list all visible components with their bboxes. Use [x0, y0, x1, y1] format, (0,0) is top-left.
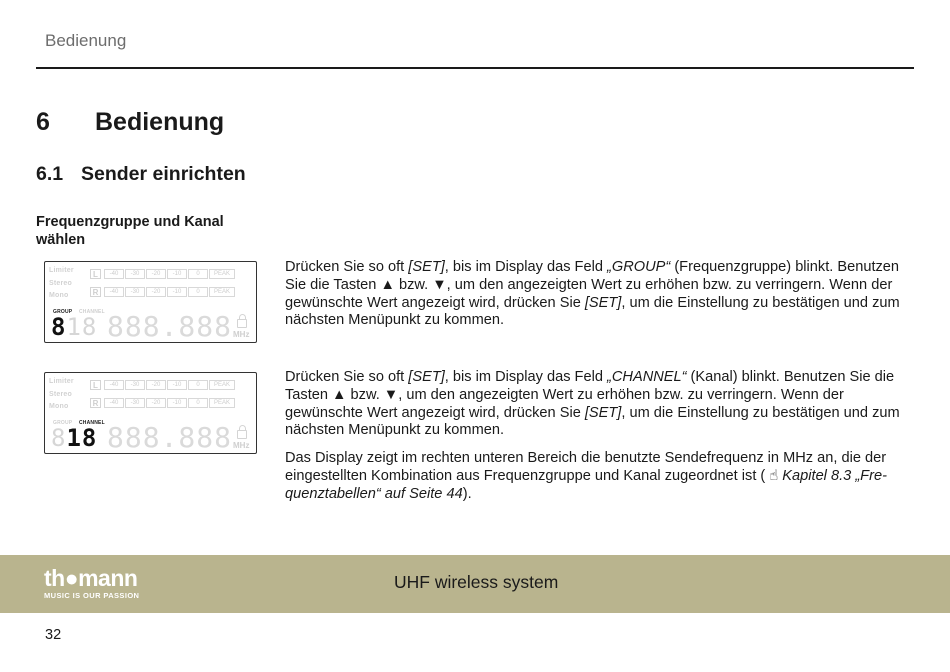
text-run: , bis im Display das Feld	[444, 259, 608, 275]
meter-segment: -20	[146, 287, 166, 297]
lcd-label-limiter: Limiter	[49, 267, 74, 274]
brand-wordmark: th●mann	[44, 565, 138, 591]
text-run: (Frequenzgruppe) blinkt. Benutzen Sie die Tasten ▲ bzw. ▼, um den angezeigten Wert zu erhöhen bzw. zu verringern. Wenn der gewünschte Wert angezeigt wird, drücken Sie	[285, 259, 900, 311]
meter-segment: -30	[125, 287, 145, 297]
meter-segment: -40	[104, 380, 124, 390]
set-key-ref: [SET]	[584, 404, 622, 421]
lcd-label-stereo: Stereo	[49, 280, 72, 287]
meter-segment: -20	[146, 380, 166, 390]
chapter-title: Bedienung	[95, 108, 225, 136]
chapter-heading	[36, 108, 224, 137]
group-digit: 8	[51, 313, 67, 341]
lcd-caption-group: GROUP	[53, 420, 73, 426]
text-run: , bis im Display das Feld	[444, 369, 608, 385]
text-run: , um die Einstellung zu bestätigen und zum nächsten Menüpunkt zu kommen.	[285, 404, 900, 439]
meter-peak: PEAK	[209, 287, 235, 297]
text-run: ).	[462, 485, 472, 502]
lcd-group-channel-digits	[51, 425, 97, 451]
lcd-label-limiter: Limiter	[49, 378, 74, 385]
chapter-number: 6	[36, 108, 50, 136]
lcd-channel-left: L	[90, 380, 101, 390]
lcd-channel-left: L	[90, 269, 101, 279]
section-number: 6.1	[36, 163, 64, 185]
level-meter-left	[104, 269, 235, 279]
reference-arrow-icon: ☝	[769, 467, 779, 484]
level-meter-left	[104, 380, 235, 390]
meter-segment: -30	[125, 398, 145, 408]
text-run: , um die Einstellung zu bestätigen und zum nächsten Menüpunkt zu kommen.	[285, 294, 900, 329]
lcd-caption-channel: CHANNEL	[79, 420, 105, 426]
section-heading	[36, 163, 246, 186]
meter-peak: PEAK	[209, 269, 235, 279]
lcd-caption-channel: CHANNEL	[79, 309, 105, 315]
meter-segment: -40	[104, 269, 124, 279]
running-header: Bedienung	[45, 31, 127, 50]
subsection-heading: Frequenzgruppe und Kanal wählen	[36, 214, 224, 248]
lock-icon	[237, 430, 247, 439]
lock-icon	[237, 319, 247, 328]
meter-segment: 0	[188, 398, 208, 408]
meter-segment: -10	[167, 398, 187, 408]
channel-digits: 18	[66, 424, 98, 452]
meter-segment: 0	[188, 287, 208, 297]
chapter-reference-link[interactable]: Kapitel 8.3 „Fre-quenztabellen“ auf Seite 44	[285, 467, 887, 502]
meter-peak: PEAK	[209, 398, 235, 408]
group-digit: 8	[51, 424, 67, 452]
page-number: 32	[45, 627, 62, 643]
text-run: Drücken Sie so oft	[285, 259, 409, 275]
meter-segment: 0	[188, 380, 208, 390]
footer-product-title: UHF wireless system	[394, 572, 559, 592]
level-meter-right	[104, 398, 235, 408]
lcd-caption-group: GROUP	[53, 309, 73, 315]
field-name: „GROUP“	[607, 259, 671, 275]
meter-segment: -10	[167, 269, 187, 279]
meter-segment: -10	[167, 287, 187, 297]
paragraph-channel	[285, 369, 915, 440]
meter-peak: PEAK	[209, 380, 235, 390]
lcd-unit: MHz	[233, 330, 250, 339]
brand-logo	[44, 566, 139, 600]
set-key-ref: [SET]	[408, 259, 445, 275]
set-key-ref: [SET]	[584, 294, 622, 311]
meter-segment: -10	[167, 380, 187, 390]
lcd-label-mono: Mono	[49, 403, 69, 410]
set-key-ref: [SET]	[408, 369, 445, 385]
lcd-frequency: 888.888	[107, 421, 233, 454]
text-run: Drücken Sie so oft	[285, 369, 409, 385]
meter-segment: -30	[125, 269, 145, 279]
meter-segment: -40	[104, 398, 124, 408]
brand-tagline: MUSIC IS OUR PASSION	[44, 591, 140, 600]
paragraph-group	[285, 259, 915, 330]
text-run: Das Display zeigt im rechten unteren Bereich die benutzte Sendefrequenz in MHz an, die der eingestellten Kombination aus Frequenzgruppe und Kanal zugeordnet ist (	[285, 450, 887, 484]
channel-digits: 18	[66, 313, 98, 341]
meter-segment: -30	[125, 380, 145, 390]
lcd-frequency: 888.888	[107, 310, 233, 343]
header-rule	[36, 67, 914, 69]
lcd-display-channel	[44, 372, 257, 454]
lcd-group-channel-digits	[51, 314, 97, 340]
level-meter-right	[104, 287, 235, 297]
lcd-channel-right: R	[90, 287, 101, 297]
lcd-channel-right: R	[90, 398, 101, 408]
meter-segment: -40	[104, 287, 124, 297]
meter-segment: -20	[146, 269, 166, 279]
field-name: „CHANNEL“	[607, 369, 687, 385]
lcd-display-group	[44, 261, 257, 343]
lcd-label-stereo: Stereo	[49, 391, 72, 398]
meter-segment: -20	[146, 398, 166, 408]
text-run: (Kanal) blinkt. Benutzen Sie die Tasten ▲ bzw. ▼, um den angezeigten Wert zu erhöhen bzw. zu verringern. Wenn der gewünschte Wert angezeigt wird, drücken Sie	[285, 369, 895, 421]
lcd-unit: MHz	[233, 441, 250, 450]
meter-segment: 0	[188, 269, 208, 279]
lcd-label-mono: Mono	[49, 292, 69, 299]
paragraph-frequency-info	[285, 450, 915, 503]
section-title: Sender einrichten	[81, 163, 246, 185]
